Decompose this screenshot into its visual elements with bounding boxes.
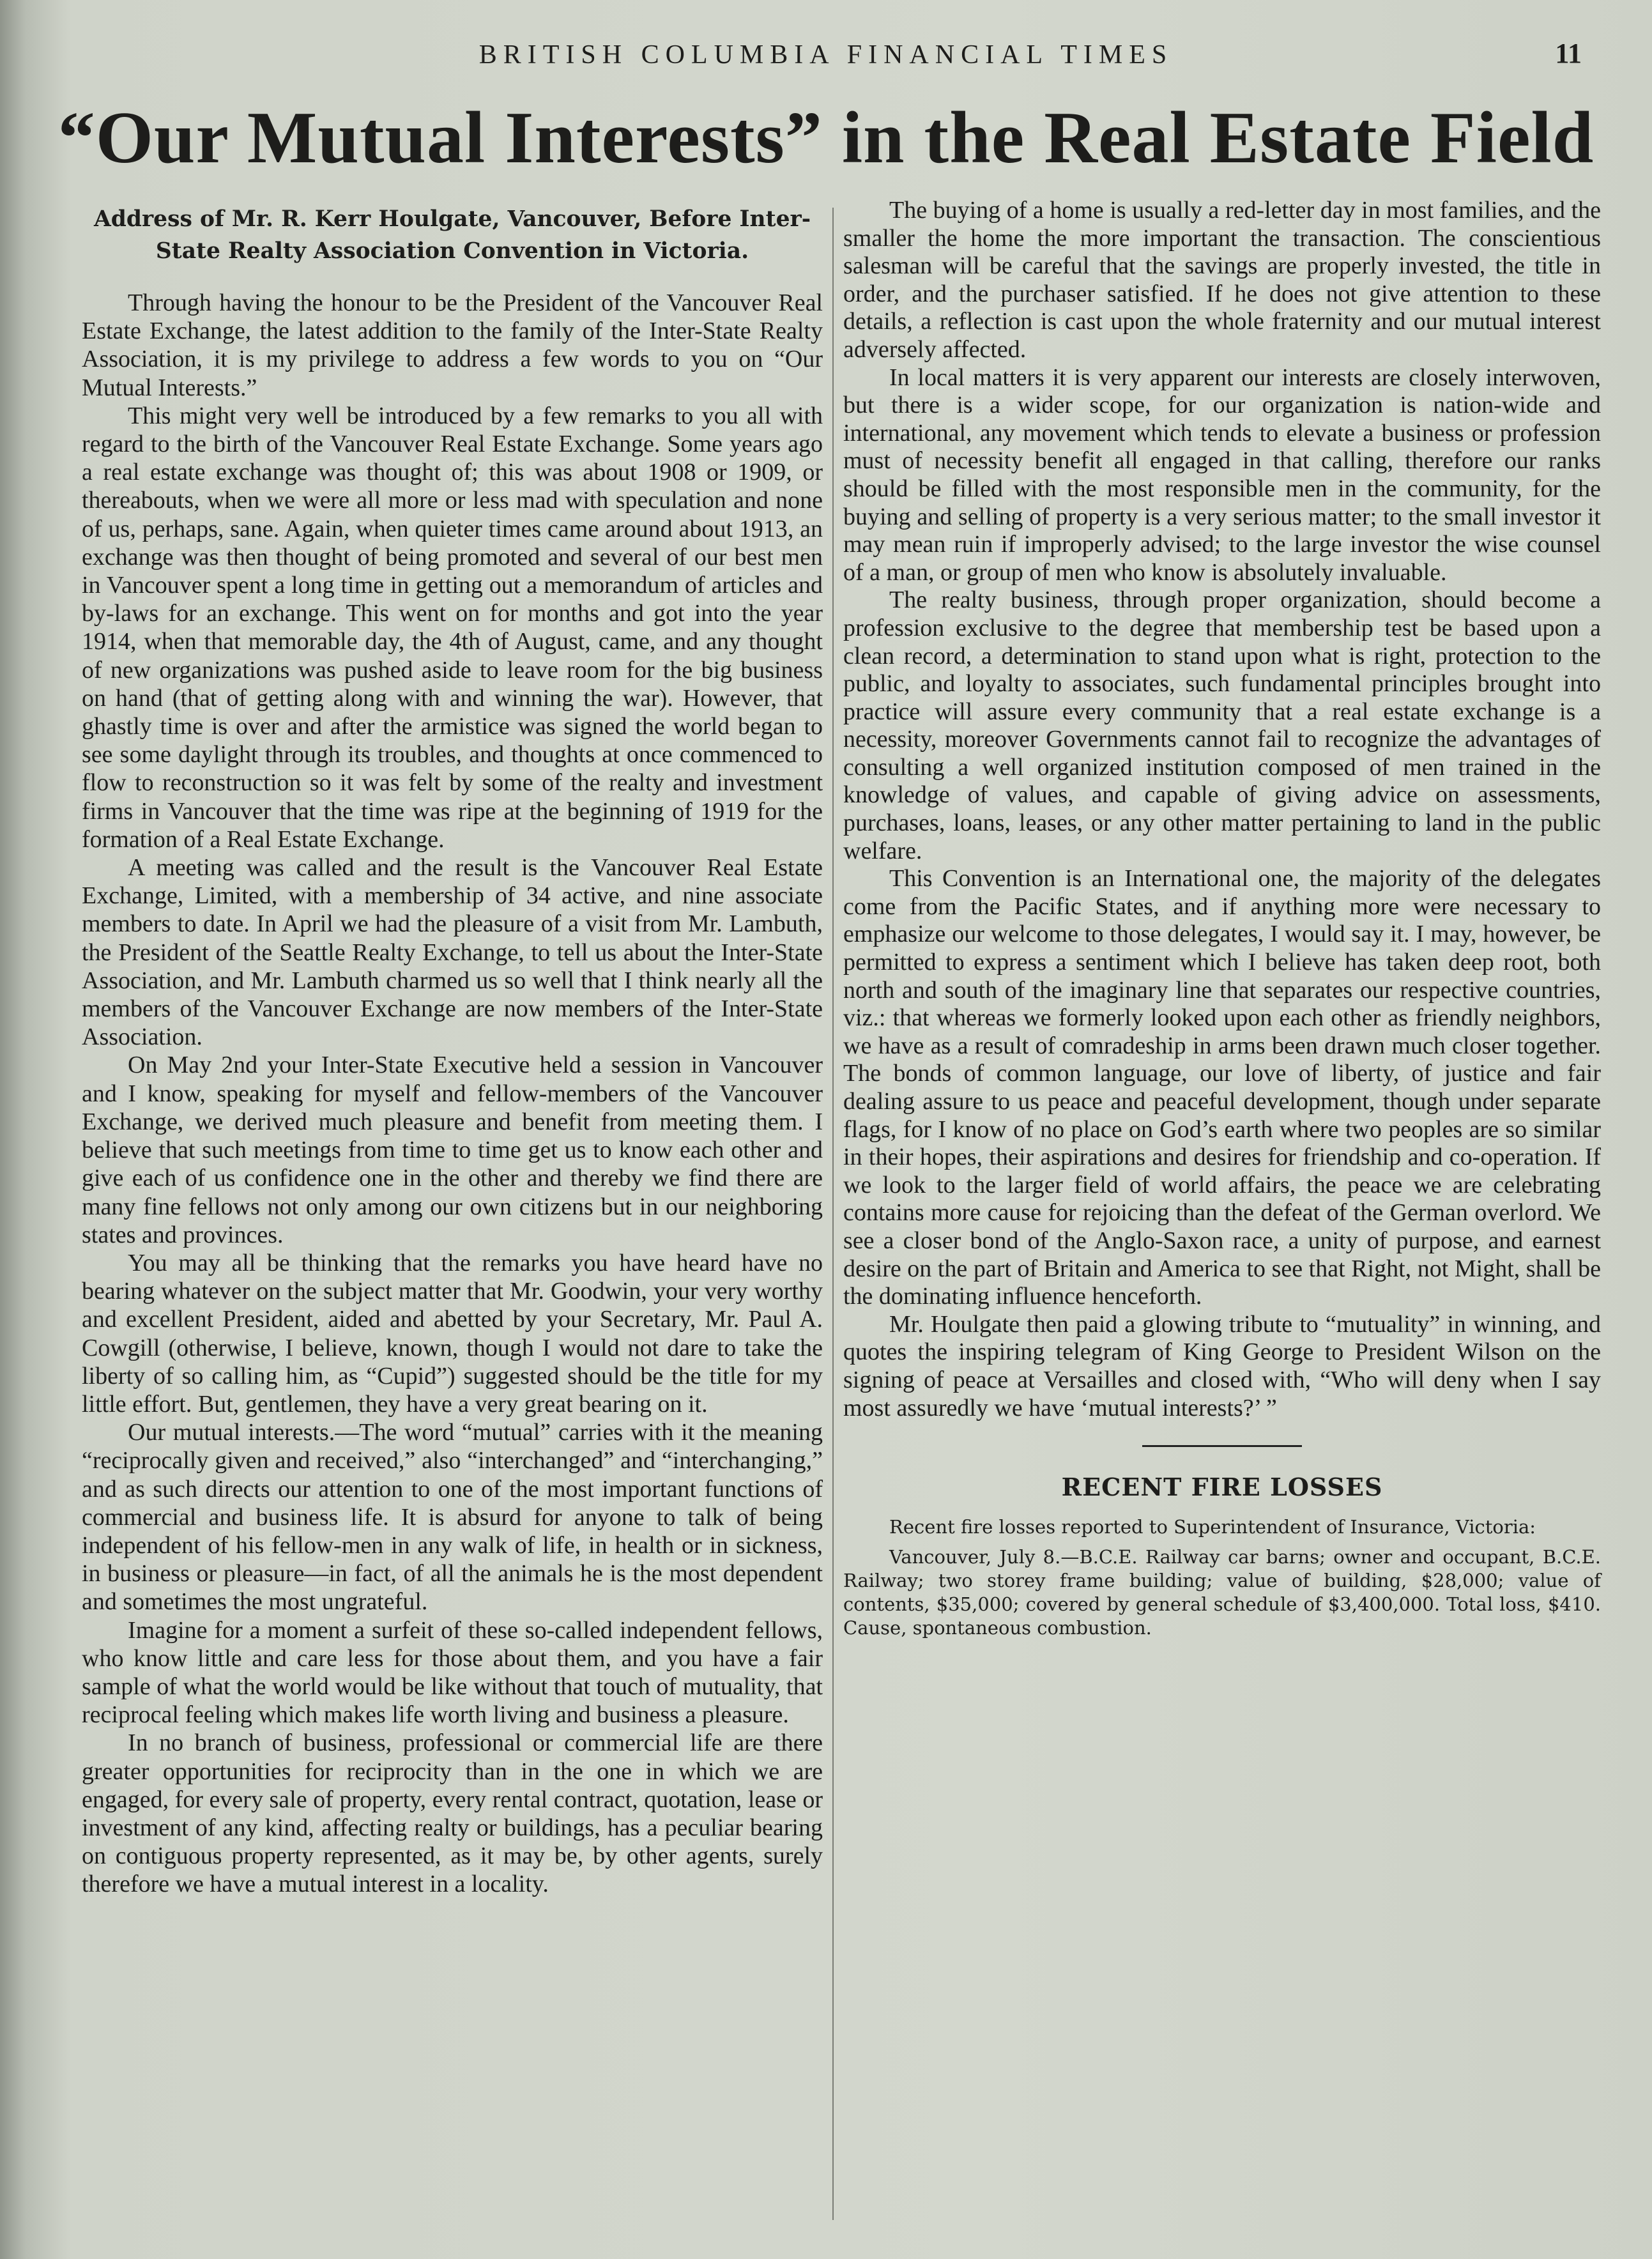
left-column xyxy=(82,203,823,1899)
paragraph: A meeting was called and the result is the Vancouver Real Estate Exchange, Limited, with a membership of 34 active, and nine associate members to date. In April we had the pleasure of a visit from Mr. Lambuth, the President of the Seattle Realty Exchange, to tell us about the Inter-State Association, and Mr. Lambuth charmed us so well that I think nearly all the members of the Vancouver Exchange are now members of the Inter-State Association. xyxy=(82,854,823,1051)
paragraph: In local matters it is very apparent our interests are closely interwoven, but there is a wider scope, for our organization is nation-wide and international, any movement which tends to elevate a business or profession must of necessity benefit all engaged in that calling, therefore our ranks should be filled with the most responsible men in the community, for the buying and selling of property is a very serious matter; to the small investor it may mean ruin if improperly advised; to the large investor the wise counsel of a man, or group of men who know is absolutely invaluable. xyxy=(843,364,1601,586)
paragraph: The buying of a home is usually a red-letter day in most families, and the smaller the home the more important the transaction. The conscientious salesman will be careful that the savings are properly invested, the title in order, and the purchaser satisfied. If he does not give attention to these details, a reflection is cast upon the whole fraternity and our mutual interest adversely affected. xyxy=(843,197,1601,363)
paragraph: Imagine for a moment a surfeit of these so-called independent fellows, who know little and care less for those about them, and you have a fair sample of what the world would be like without that touch of mutuality, that reciprocal feeling which makes life worth living and business a pleasure. xyxy=(82,1616,823,1729)
paragraph: Through having the honour to be the President of the Vancouver Real Estate Exchange, the latest addition to the family of the Inter-State Realty Association, it is my privilege to address a few words to you on “Our Mutual Interests.” xyxy=(82,289,823,401)
article-deck: Address of Mr. R. Kerr Houlgate, Vancouver, Before Inter-State Realty Association Convention in Victoria. xyxy=(93,206,811,264)
page-number: 11 xyxy=(1555,38,1582,69)
running-head: BRITISH COLUMBIA FINANCIAL TIMES xyxy=(478,40,1174,70)
paragraph: In no branch of business, professional or commercial life are there greater opportunities for reciprocity than in the one in which we are engaged, for every sale of property, every rental contract, quotation, lease or investment of any kind, affecting realty or buildings, has a peculiar bearing on contiguous property represented, as it may be, by other agents, surely therefore we have a mutual interest in a locality. xyxy=(82,1729,823,1898)
right-column xyxy=(843,197,1601,1646)
paragraph: Our mutual interests.—The word “mutual” carries with it the meaning “reciprocally given and received,” also “interchanged” and “interchanging,” and as such directs our attention to one of the most important functions of commercial and business life. It is absurd for anyone to talk of being independent of his fellow-men in any walk of life, in health or in sickness, in business or pleasure—in fact, of all the animals he is the most dependent and sometimes the most ungrateful. xyxy=(82,1419,823,1616)
fire-losses-intro: Recent fire losses reported to Superintendent of Insurance, Victoria: xyxy=(889,1516,1536,1538)
section-divider xyxy=(1142,1445,1302,1447)
article-headline: “Our Mutual Interests” in the Real Estate Field xyxy=(57,97,1595,179)
paragraph: You may all be thinking that the remarks you have heard have no bearing whatever on the subject matter that Mr. Goodwin, your very worthy and excellent President, aided and abetted by your Secretary, Mr. Paul A. Cowgill (otherwise, I believe, known, though I would not dare to take the liberty of so calling him, as “Cupid”) suggested should be the title for my little effort. But, gentlemen, they have a very great bearing on it. xyxy=(82,1249,823,1418)
fire-losses-entry: Vancouver, July 8.—B.C.E. Railway car barns; owner and occupant, B.C.E. Railway; two storey frame building; value of building, $28,000; value of contents, $35,000; covered by general schedule of $3,400,000. Total loss, $410. Cause, spontaneous combustion. xyxy=(843,1546,1601,1639)
column-divider xyxy=(832,208,834,2220)
paragraph: On May 2nd your Inter-State Executive held a session in Vancouver and I know, speaking for myself and fellow-members of the Vancouver Exchange, we derived much pleasure and benefit from meeting them. I believe that such meetings from time to time get us to know each other and give each of us confidence one in the other and thereby we find there are many fine fellows not only among our own citizens but in our neighboring states and provinces. xyxy=(82,1052,823,1248)
fire-losses-heading: RECENT FIRE LOSSES xyxy=(1061,1473,1383,1502)
paragraph: The realty business, through proper organization, should become a profession exclusive to the degree that membership test be based upon a clean record, a determination to stand upon what is right, protection to the public, and loyalty to associates, such fundamental principles brought into practice will assure every community that a real estate exchange is a necessity, moreover Governments cannot fail to recognize the advantages of consulting a well organized institution composed of men trained in the knowledge of values, and capable of giving advice on assessments, purchases, loans, leases, or any other matter pertaining to land in the public welfare. xyxy=(843,586,1601,864)
paragraph: Mr. Houlgate then paid a glowing tribute to “mutuality” in winning, and quotes the inspiring telegram of King George to President Wilson on the signing of peace at Versailles and closed with, “Who will deny when I say most assuredly we have ‘mutual interests?’ ” xyxy=(843,1310,1601,1421)
paragraph: This might very well be introduced by a few remarks to you all with regard to the birth of the Vancouver Real Estate Exchange. Some years ago a real estate exchange was thought of; this was about 1908 or 1909, or thereabouts, when we were all more or less mad with speculation and none of us, perhaps, sane. Again, when quieter times came around about 1913, an exchange was then thought of being promoted and several of our best men in Vancouver spent a long time in getting out a memorandum of articles and by-laws for an exchange. This went on for months and got into the year 1914, when that memorable day, the 4th of August, came, and any thought of new organizations was pushed aside to leave room for the big business on hand (that of getting along with and winning the war). However, that ghastly time is over and after the armistice was signed the world began to see some daylight through its troubles, and thoughts at once commenced to flow to reconstruction so it was felt by some of the realty and investment firms in Vancouver that the time was ripe at the beginning of 1919 for the formation of a Real Estate Exchange. xyxy=(82,402,823,853)
paragraph: This Convention is an International one, the majority of the delegates come from the Pacific States, and if anything more were necessary to emphasize our welcome to those delegates, I would say it. I may, however, be permitted to express a sentiment which I believe has taken deep root, both north and south of the imaginary line that separates our respective countries, viz.: that whereas we formerly looked upon each other as friendly neighbors, we have as a result of comradeship in arms been drawn much closer together. The bonds of common language, our love of liberty, of justice and fair dealing assure to us peace and peaceful development, though under separate flags, for I know of no place on God’s earth where two peoples are so similar in their hopes, their aspirations and desires for friendship and co-operation. If we look to the larger field of world affairs, the peace we are celebrating contains more cause for rejoicing than the defeat of the German overlord. We see a closer bond of the Anglo-Saxon race, a unity of purpose, and earnest desire on the part of Britain and America to see that Right, not Might, shall be the dominating influence henceforth. xyxy=(843,865,1601,1310)
